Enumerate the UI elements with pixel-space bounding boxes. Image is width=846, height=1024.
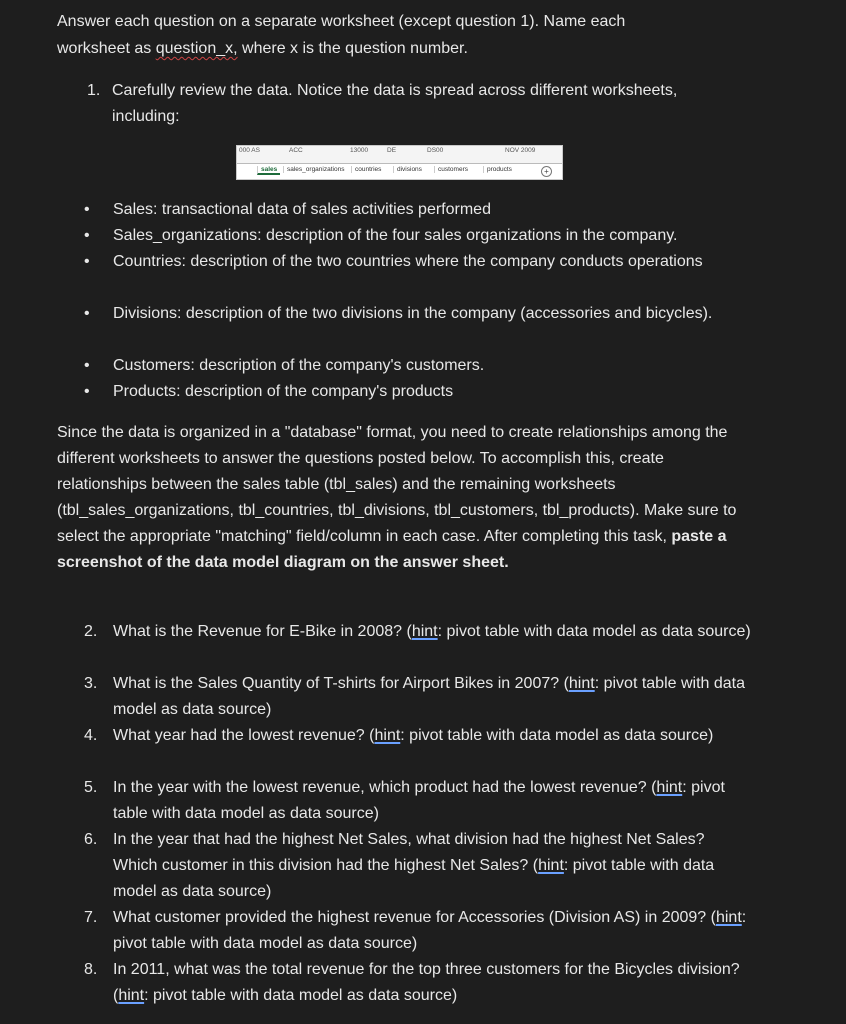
tab-customers[interactable]: customers (434, 166, 471, 173)
instructions-paragraph (57, 420, 747, 576)
tab-divisions[interactable]: divisions (393, 166, 425, 173)
instructions-bold-text: paste a screenshot of the data model diagram on the answer sheet. (57, 528, 727, 571)
question-number: 8. (84, 961, 98, 978)
hint-label: hint (568, 675, 595, 692)
question-text: In 2011, what was the total revenue for the top three customers for the Bicycles division? (hint: pivot table with data model as data source) (113, 961, 740, 1004)
hint-label: hint (656, 779, 683, 796)
bullet-icon: • (84, 201, 90, 218)
worksheet-tabs-screenshot (236, 145, 563, 180)
tab-sales-organizations[interactable]: sales_organizations (283, 166, 347, 173)
question-text: In the year with the lowest revenue, which product had the lowest revenue? (hint: pivot table with data model as data source) (113, 779, 725, 822)
question-number: 5. (84, 779, 98, 796)
tab-countries[interactable]: countries (351, 166, 384, 173)
question-1-line-1: Carefully review the data. Notice the data is spread across different worksheets, (112, 82, 678, 99)
bullet-icon: • (84, 305, 90, 322)
hint-label: hint (118, 987, 145, 1004)
bullet-icon: • (84, 253, 90, 270)
list-item-text: Customers: description of the company's customers. (113, 357, 485, 374)
bullet-icon: • (84, 227, 90, 244)
tab-products[interactable]: products (483, 166, 515, 173)
hint-label: hint (411, 623, 438, 640)
question-number: 4. (84, 727, 98, 744)
bullet-icon: • (84, 383, 90, 400)
hint-label: hint (538, 857, 564, 874)
list-item-text: Sales_organizations: description of the four sales organizations in the company. (113, 227, 678, 244)
question-text: In the year that had the highest Net Sales, what division had the highest Net Sales? Which customer in this division had the highest Net Sales? (hint: pivot table with data model as data source) (113, 831, 715, 900)
sheet-cell: ACC (289, 147, 303, 154)
intro-line-1: Answer each question on a separate worksheet (except question 1). Name each (57, 13, 626, 30)
question-text: What is the Revenue for E-Bike in 2008? (hint: pivot table with data model as data source) (113, 623, 751, 640)
question-number: 3. (84, 675, 98, 692)
hint-label: hint (715, 909, 742, 926)
sheet-cell: DS00 (427, 147, 444, 154)
hint-label: hint (374, 727, 401, 744)
question-text: What year had the lowest revenue? (hint: pivot table with data model as data source) (113, 727, 714, 744)
list-item-text: Divisions: description of the two divisions in the company (accessories and bicycles). (113, 305, 713, 322)
intro-line-2-end: where x is the question number. (237, 40, 468, 57)
sheet-cell: NOV 2009 (505, 147, 536, 154)
add-sheet-icon[interactable]: + (541, 166, 552, 177)
list-item-text: Countries: description of the two countries where the company conducts operations (113, 253, 703, 270)
sheet-cell: DE (387, 147, 397, 154)
question-text: What is the Sales Quantity of T-shirts for Airport Bikes in 2007? (hint: pivot table with data model as data source) (113, 675, 746, 718)
list-item-text: Sales: transactional data of sales activities performed (113, 201, 491, 218)
question-text: What customer provided the highest revenue for Accessories (Division AS) in 2009? (hint: pivot table with data model as data source) (113, 909, 747, 952)
sheet-cell: 000 AS (239, 147, 260, 154)
intro-line-2-start: worksheet as (57, 40, 156, 57)
sheet-tab-bar (237, 163, 562, 179)
intro-paragraph (57, 8, 817, 62)
question-number: 7. (84, 909, 98, 926)
question-number: 2. (84, 623, 98, 640)
question-1-line-2: including: (112, 108, 180, 125)
instructions-text: Since the data is organized in a "database" format, you need to create relationships among the different worksheets to answer the questions posted below. To accomplish this, create relationships between the sales table (tbl_sales) and the remaining worksheets (tbl_sales_organizations, tbl_countries, tbl_divisions, tbl_customers, tbl_products). Make sure to select the appropriate "matching" field/column in each case. After completing this task, (57, 424, 737, 545)
sheet-cell: 13000 (350, 147, 369, 154)
question-1-number: 1. (87, 82, 101, 99)
bullet-icon: • (84, 357, 90, 374)
intro-sheet-name: question_x, (155, 40, 238, 57)
tab-sales[interactable]: sales (257, 166, 280, 175)
question-number: 6. (84, 831, 98, 848)
sheet-cell-row (237, 146, 562, 162)
list-item-text: Products: description of the company's products (113, 383, 454, 400)
